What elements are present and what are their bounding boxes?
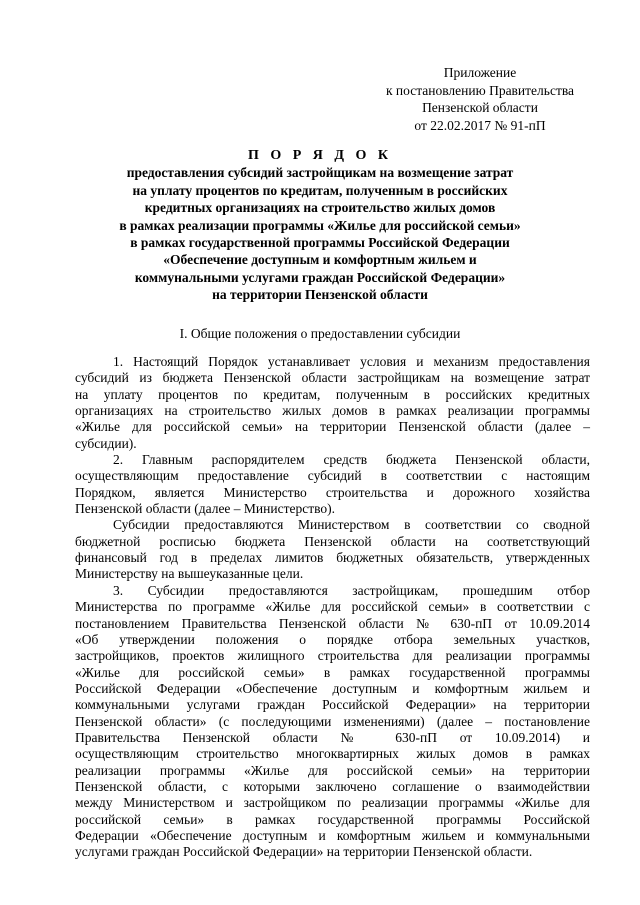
appendix-line: Приложение bbox=[443, 65, 517, 80]
appendix-line: от 22.02.2017 № 91-пП bbox=[414, 117, 546, 133]
body-line: «Жилье для российской семьи» в рамках государственной программы bbox=[75, 664, 590, 680]
body-line: бюджетной росписью бюджета Пензенской области на соответствующий bbox=[75, 533, 590, 549]
title-line: на уплату процентов по кредитам, полученным в российских bbox=[132, 182, 508, 198]
body-line: финансовый год в пределах лимитов бюджетных обязательств, утвержденных bbox=[75, 550, 590, 566]
body-line: Пензенской области» (с последующими изменениями) (далее – постановление bbox=[75, 713, 590, 729]
body-line: осуществляющим строительство многоквартирных жилых домов в рамках bbox=[75, 746, 590, 762]
body-line: 3. Субсидии предоставляются застройщикам, прошедшим отбор bbox=[113, 582, 590, 598]
document-title bbox=[60, 147, 580, 304]
body-text bbox=[75, 354, 590, 861]
body-line: Субсидии предоставляются Министерством в соответствии со сводной bbox=[113, 517, 590, 533]
body-line: Российской Федерации «Обеспечение доступным и комфортным жильем и bbox=[75, 680, 590, 696]
section-heading: I. Общие положения о предоставлении субсидии bbox=[179, 326, 461, 341]
body-line: Правительства Пензенской области № 630-пП от 10.09.2014) и bbox=[75, 729, 590, 745]
body-line: коммунальными услугами граждан Российской Федерации» на территории bbox=[75, 697, 590, 713]
body-line: застройщиков, проектов жилищного строительства для реализации программы bbox=[75, 648, 590, 664]
body-line: Федерации «Обеспечение доступным и комфортным жильем и коммунальными bbox=[75, 827, 590, 843]
title-line: кредитных организациях на строительство жилых домов bbox=[144, 200, 496, 216]
title-line: на территории Пензенской области bbox=[212, 287, 428, 303]
body-line: организациях на строительство жилых домов в рамках реализации программы bbox=[75, 403, 590, 419]
body-line: субсидии). bbox=[75, 435, 137, 451]
appendix-line: Пензенской области bbox=[422, 100, 538, 115]
title-line: в рамках государственной программы Российской Федерации bbox=[130, 235, 510, 251]
body-line: услугами граждан Российской Федерации» на территории Пензенской области. bbox=[75, 844, 533, 860]
body-line: 2. Главным распорядителем средств бюджета Пензенской области, bbox=[113, 452, 590, 468]
title-line: коммунальными услугами граждан Российской Федерации» bbox=[134, 269, 506, 285]
body-line: Пензенской области, с которыми заключено соглашение о взаимодействии bbox=[75, 778, 590, 794]
body-line: 1. Настоящий Порядок устанавливает условия и механизм предоставления bbox=[113, 354, 590, 369]
body-line: на уплату процентов по кредитам, полученным в российских кредитных bbox=[75, 386, 590, 402]
title-line: «Обеспечение доступным и комфортным жильем и bbox=[163, 252, 477, 268]
body-line: Порядком, является Министерство строительства и дорожного хозяйства bbox=[75, 484, 590, 500]
body-line: реализации программы «Жилье для российской семьи» на территории bbox=[75, 762, 590, 778]
body-line: Пензенской области (далее – Министерство). bbox=[75, 501, 336, 517]
body-line: Министерству на вышеуказанные цели. bbox=[75, 566, 304, 582]
title-word: П О Р Я Д О К bbox=[247, 148, 393, 163]
appendix-line: к постановлению Правительства bbox=[385, 82, 575, 98]
title-line: предоставления субсидий застройщикам на возмещение затрат bbox=[126, 165, 514, 181]
title-line: в рамках реализации программы «Жилье для российской семьи» bbox=[119, 217, 521, 233]
body-line: осуществляющим предоставление субсидий в соответствии с настоящим bbox=[75, 468, 590, 484]
appendix-note bbox=[360, 64, 600, 134]
body-line: Министерства по программе «Жилье для российской семьи» в соответствии с bbox=[75, 599, 590, 615]
body-line: субсидий из бюджета Пензенской области застройщикам на возмещение затрат bbox=[75, 370, 590, 386]
body-line: между Министерством и застройщиком по реализации программы «Жилье для bbox=[75, 795, 590, 811]
body-line: «Об утверждении положения о порядке отбора земельных участков, bbox=[75, 631, 590, 647]
body-line: постановлением Правительства Пензенской области № 630-пП от 10.09.2014 bbox=[75, 615, 590, 631]
body-line: «Жилье для российской семьи» на территории Пензенской области (далее – bbox=[75, 419, 590, 435]
body-line: российской семьи» в рамках государственной программы Российской bbox=[75, 811, 590, 827]
